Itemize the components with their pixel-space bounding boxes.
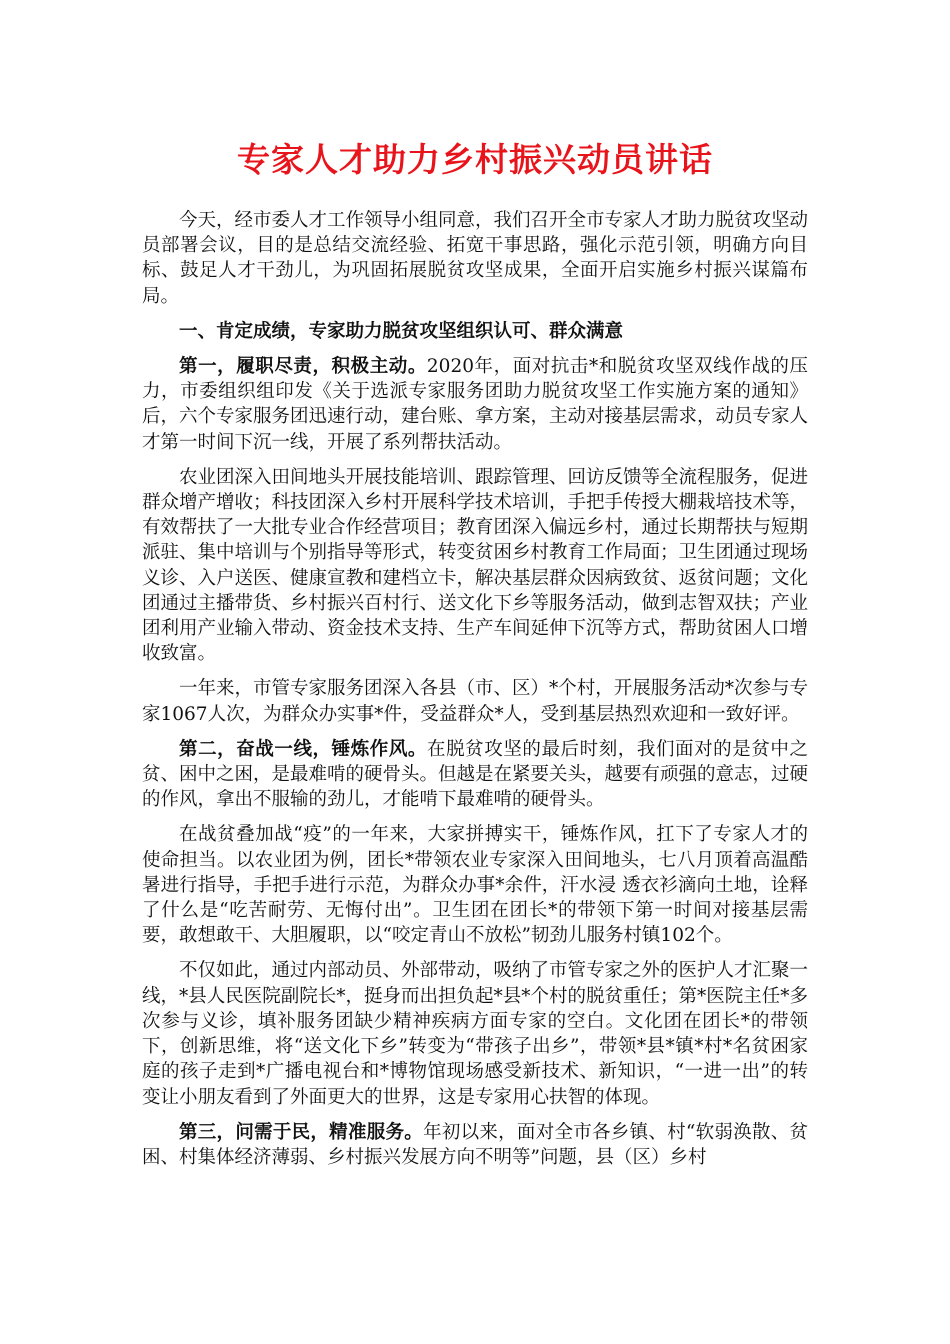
point-body: 在脱贫攻坚的最后时刻，我们面对的是贫中之贫、困中之困，是最难啃的硬骨头。但越是在紧要关头，越要有顽强的意志，过硬的作风，拿出不服输的劲儿，才能啃下最难啃的硬骨头。 <box>142 738 809 811</box>
paragraph-first-point <box>142 354 808 455</box>
document-page <box>142 138 808 1180</box>
paragraph-third-point <box>142 1120 808 1170</box>
point-body: 年初以来，面对全市各乡镇、村“软弱涣散、贫困、村集体经济薄弱、乡村振兴发展方向不明等”问题，县（区）乡村 <box>142 1121 808 1168</box>
point-lead: 第三，问需于民，精准服务。 <box>179 1121 424 1143</box>
document-title: 专家人才助力乡村振兴动员讲话 <box>237 140 713 179</box>
paragraph-second-point <box>142 737 808 813</box>
intro-paragraph: 今天，经市委人才工作领导小组同意，我们召开全市专家人才助力脱贫攻坚动员部署会议，目的是总结交流经验、拓宽干事思路，强化示范引领，明确方向目标、鼓足人才干劲儿，为巩固拓展脱贫攻坚成果，全面开启实施乡村振兴谋篇布局。 <box>142 210 809 307</box>
point-lead: 第一，履职尽责，积极主动。 <box>179 356 427 378</box>
point-lead: 第二，奋战一线，锤炼作风。 <box>179 738 428 760</box>
section-heading: 一、肯定成绩，专家助力脱贫攻坚组织认可、群众满意 <box>179 320 624 342</box>
paragraph-annual-summary: 一年来，市管专家服务团深入各县（市、区）*个村，开展服务活动*次参与专家1067人次，为群众办实事*件，受益群众*人，受到基层热烈欢迎和一致好评。 <box>142 678 809 725</box>
paragraph-teams-services: 农业团深入田间地头开展技能培训、跟踪管理、回访反馈等全流程服务，促进群众增产增收；科技团深入乡村开展科学技术培训，手把手传授大棚栽培技术等，有效帮扶了一大批专业合作经营项目；教育团深入偏远乡村，通过长期帮扶与短期派驻、集中培训与个别指导等形式，转变贫困乡村教育工作局面；卫生团通过现场义诊、入户送医、健康宣教和建档立卡，解决基层群众因病致贫、返贫问题；文化团通过主播带货、乡村振兴百村行、送文化下乡等服务活动，做到志智双扶；产业团利用产业输入带动、资金技术支持、生产车间延伸下沉等方式，帮助贫困人口增收致富。 <box>142 466 809 665</box>
paragraph-mobilization: 不仅如此，通过内部动员、外部带动，吸纳了市管专家之外的医护人才汇聚一线，*县人民医院副院长*，挺身而出担负起*县*个村的脱贫重任；第*医院主任*多次参与义诊，填补服务团缺少精神疾病方面专家的空白。文化团在团长*的带领下，创新思维，将“送文化下乡”转变为“带孩子出乡”，带领*县*镇*村*名贫困家庭的孩子走到*广播电视台和*博物馆现场感受新技术、新知识，“一进一出”的转变让小朋友看到了外面更大的世界，这是专家用心扶智的体现。 <box>142 960 809 1108</box>
point-body: 2020年，面对抗击*和脱贫攻坚双线作战的压力，市委组织组印发《关于选派专家服务团助力脱贫攻坚工作实施方案的通知》后，六个专家服务团迅速行动，建台账、拿方案，主动对接基层需求，动员专家人才第一时间下沉一线，开展了系列帮扶活动。 <box>142 356 809 453</box>
paragraph-frontline-work: 在战贫叠加战“疫”的一年来，大家拼搏实干，锤炼作风，扛下了专家人才的使命担当。以农业团为例，团长*带领农业专家深入田间地头，七八月顶着高温酷暑进行指导，手把手进行示范，为群众办事*余件，汗水浸 透衣衫滴向土地，诠释了什么是“吃苦耐劳、无悔付出”。卫生团在团长*的带领下第一时间对接基层需要，敢想敢干、大胆履职，以“咬定青山不放松”韧劲儿服务村镇102个。 <box>142 824 808 947</box>
